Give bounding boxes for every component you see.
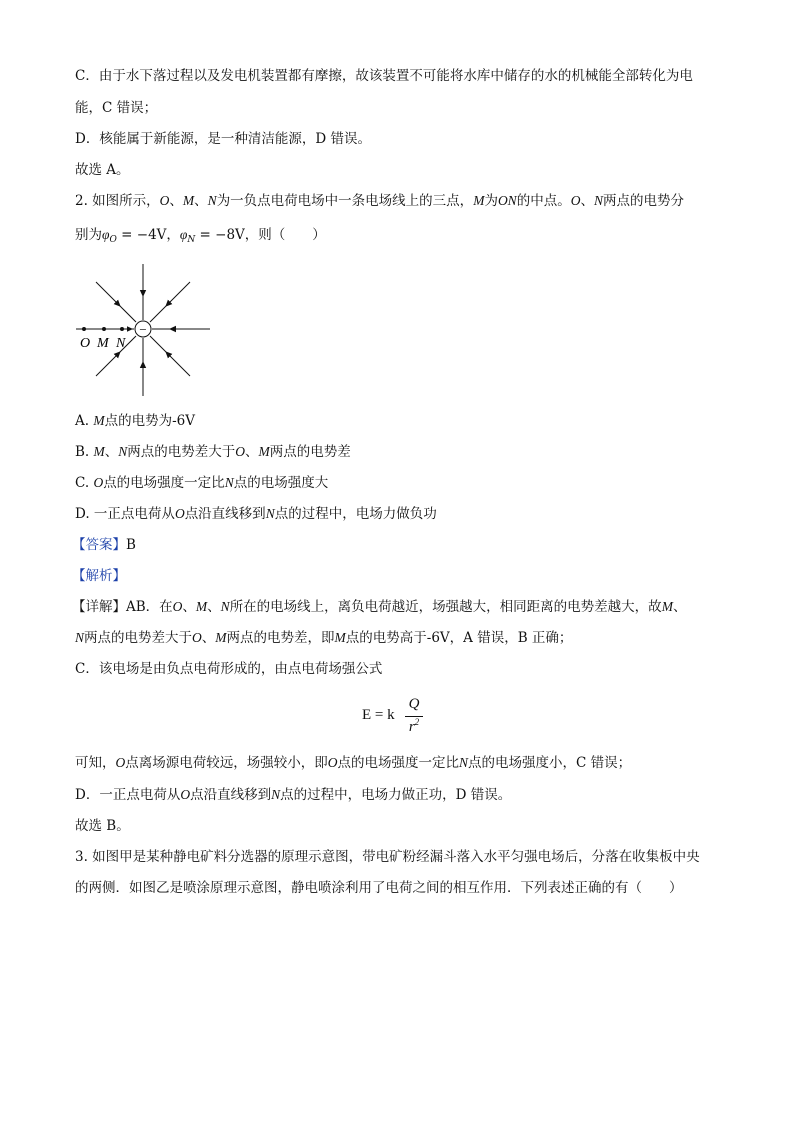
- stem-text: 为: [484, 193, 498, 209]
- analysis-text: 两点的电势差，即: [226, 630, 335, 646]
- charge-sign: −: [139, 322, 147, 337]
- analysis-text: 两点的电势差大于: [84, 630, 193, 646]
- var-n: N: [224, 475, 234, 490]
- var-on: ON: [497, 193, 517, 208]
- var-o: O: [172, 599, 183, 614]
- option-text: 两点的电势差: [269, 444, 351, 460]
- q2-analysis-d: [75, 786, 511, 804]
- var-m: M: [93, 413, 105, 428]
- q1-option-d: D．核能属于新能源，是一种清洁能源，D 错误。: [75, 131, 371, 147]
- analysis-text: 点的电场强度一定比: [337, 755, 459, 771]
- separator: 、: [194, 193, 208, 209]
- sub-o: O: [109, 235, 117, 245]
- answer-tag: 【答案】: [72, 537, 126, 553]
- q2-analysis-ab-line2: [75, 629, 572, 647]
- var-m: M: [215, 630, 227, 645]
- point-n: [120, 327, 124, 331]
- var-o: O: [180, 787, 191, 802]
- option-text: 点的电场强度大: [233, 475, 329, 491]
- analysis-text: 点沿直线移到: [190, 787, 272, 803]
- separator: 、: [207, 599, 221, 615]
- stem-text: 的中点。: [516, 193, 571, 209]
- var-m: M: [334, 630, 346, 645]
- option-text: 点的过程中，电场力做负功: [274, 506, 437, 522]
- q3-stem-line2: 的两侧．如图乙是喷涂原理示意图，静电喷涂利用了电荷之间的相互作用．下列表述正确的有（ ）: [75, 880, 683, 896]
- analysis-text: 点离场源电荷较远，场强较小，即: [125, 755, 328, 771]
- label-o: O: [80, 336, 91, 351]
- point-o: [82, 327, 86, 331]
- var-o: O: [235, 444, 246, 459]
- var-n: N: [593, 193, 603, 208]
- q2-option-c: [75, 474, 328, 492]
- q2-analysis-c: C．该电场是由负点电荷形成的，由点电荷场强公式: [75, 661, 383, 677]
- point-m: [102, 327, 106, 331]
- q2-option-d: [75, 505, 437, 523]
- analysis-tag: 【解析】: [72, 568, 126, 584]
- q2-option-a: [75, 412, 195, 430]
- field-line-bottom-right: [166, 352, 190, 376]
- denominator-var: r: [408, 719, 415, 735]
- var-n: N: [118, 444, 128, 459]
- separator: 、: [672, 599, 687, 615]
- answer-value: B: [126, 537, 136, 553]
- analysis-text: AB．在: [126, 599, 173, 615]
- option-text: 点的电场强度一定比: [103, 475, 225, 491]
- var-m: M: [661, 599, 673, 614]
- field-line-top-left: [96, 282, 120, 306]
- option-text: 两点的电势差大于: [127, 444, 236, 460]
- phi-symbol: φ: [102, 227, 110, 242]
- option-letter: C.: [75, 475, 94, 491]
- q3-stem-line1: 3. 如图甲是某种静电矿料分选器的原理示意图，带电矿粉经漏斗落入水平匀强电场后，分落在收集板中央: [75, 849, 700, 865]
- analysis-text: 点的电势高于-6V，A 错误，B 正确；: [345, 630, 573, 646]
- q2-stem-line1: [75, 192, 684, 210]
- analysis-text: 点的电场强度小，C 错误；: [468, 755, 632, 771]
- q1-option-c-line2: 能，C 错误；: [75, 100, 158, 116]
- option-text: 点沿直线移到: [184, 506, 266, 522]
- electric-field-figure: [72, 262, 214, 402]
- field-line-top-right: [166, 282, 190, 306]
- option-letter: B.: [75, 444, 94, 460]
- stem-text: 别为: [75, 227, 102, 243]
- separator: 、: [580, 193, 594, 209]
- analysis-text: 可知，: [75, 755, 116, 771]
- var-n: N: [459, 755, 469, 770]
- q2-answer-select: 故选 B。: [75, 818, 130, 834]
- formula-lhs: E = k: [362, 707, 395, 723]
- q2-number-text: 2. 如图所示，: [75, 193, 160, 209]
- var-o: O: [159, 193, 170, 208]
- formula-denominator: [403, 717, 425, 736]
- var-n: N: [271, 787, 281, 802]
- q2-stem-line2: 别为$\varphi_O = -4V$，$\varphi_N = -8V$，则（ ）: [75, 227, 326, 245]
- var-m: M: [93, 444, 105, 459]
- var-o: O: [570, 193, 581, 208]
- stem-text: 为一负点电荷电场中一条电场线上的三点，: [216, 193, 474, 209]
- var-n: N: [75, 630, 85, 645]
- phi-o-value: = −4V: [116, 227, 167, 243]
- denominator-exponent: 2: [414, 717, 420, 727]
- var-m: M: [258, 444, 270, 459]
- separator: 、: [104, 444, 119, 460]
- var-m: M: [182, 193, 195, 208]
- q1-option-c-line1: C．由于水下落过程以及发电机装置都有摩擦，故该装置不可能将水库中储存的水的机械能全部转化为电: [75, 68, 693, 84]
- var-o: O: [93, 475, 104, 490]
- formula-numerator: Q: [408, 696, 420, 712]
- separator: 、: [182, 599, 196, 615]
- stem-text: 两点的电势分: [602, 193, 684, 209]
- q2-analysis-ab-line1: [72, 598, 686, 616]
- var-o: O: [192, 630, 202, 645]
- field-line-bottom-left: [96, 352, 120, 376]
- sub-n: N: [187, 235, 196, 245]
- detail-tag: 【详解】: [72, 599, 126, 615]
- label-n: N: [116, 336, 126, 351]
- var-m: M: [473, 193, 485, 208]
- separator: 、: [201, 630, 216, 646]
- stem-text: ，则（ ）: [244, 227, 326, 243]
- q2-option-b: [75, 443, 351, 461]
- q1-answer-select: 故选 A。: [75, 162, 130, 178]
- analysis-text: 点的过程中，电场力做正功，D 错误。: [280, 787, 512, 803]
- var-n: N: [265, 506, 275, 521]
- separator: 、: [169, 193, 183, 209]
- var-n: N: [207, 193, 217, 208]
- option-text: 点的电势为-6V: [104, 413, 195, 429]
- var-o: O: [327, 755, 338, 770]
- option-text: D. 一正点电荷从: [75, 506, 175, 522]
- q2-answer: [72, 536, 136, 554]
- analysis-text: 所在的电场线上，离负电荷越近，场强越大，相同距离的电势差越大，故: [229, 599, 662, 615]
- var-m: M: [195, 599, 208, 614]
- phi-n-value: = −8V: [195, 227, 245, 243]
- separator: 、: [245, 444, 259, 460]
- phi-symbol: φ: [179, 227, 188, 242]
- label-m: M: [97, 336, 109, 351]
- option-letter: A.: [75, 413, 94, 429]
- var-n: N: [220, 599, 230, 614]
- q2-analysis-tag: [72, 567, 126, 585]
- analysis-text: D．一正点电荷从: [75, 787, 181, 803]
- var-o: O: [174, 506, 185, 521]
- var-o: O: [115, 755, 126, 770]
- q2-analysis-c-conclusion: [75, 754, 631, 772]
